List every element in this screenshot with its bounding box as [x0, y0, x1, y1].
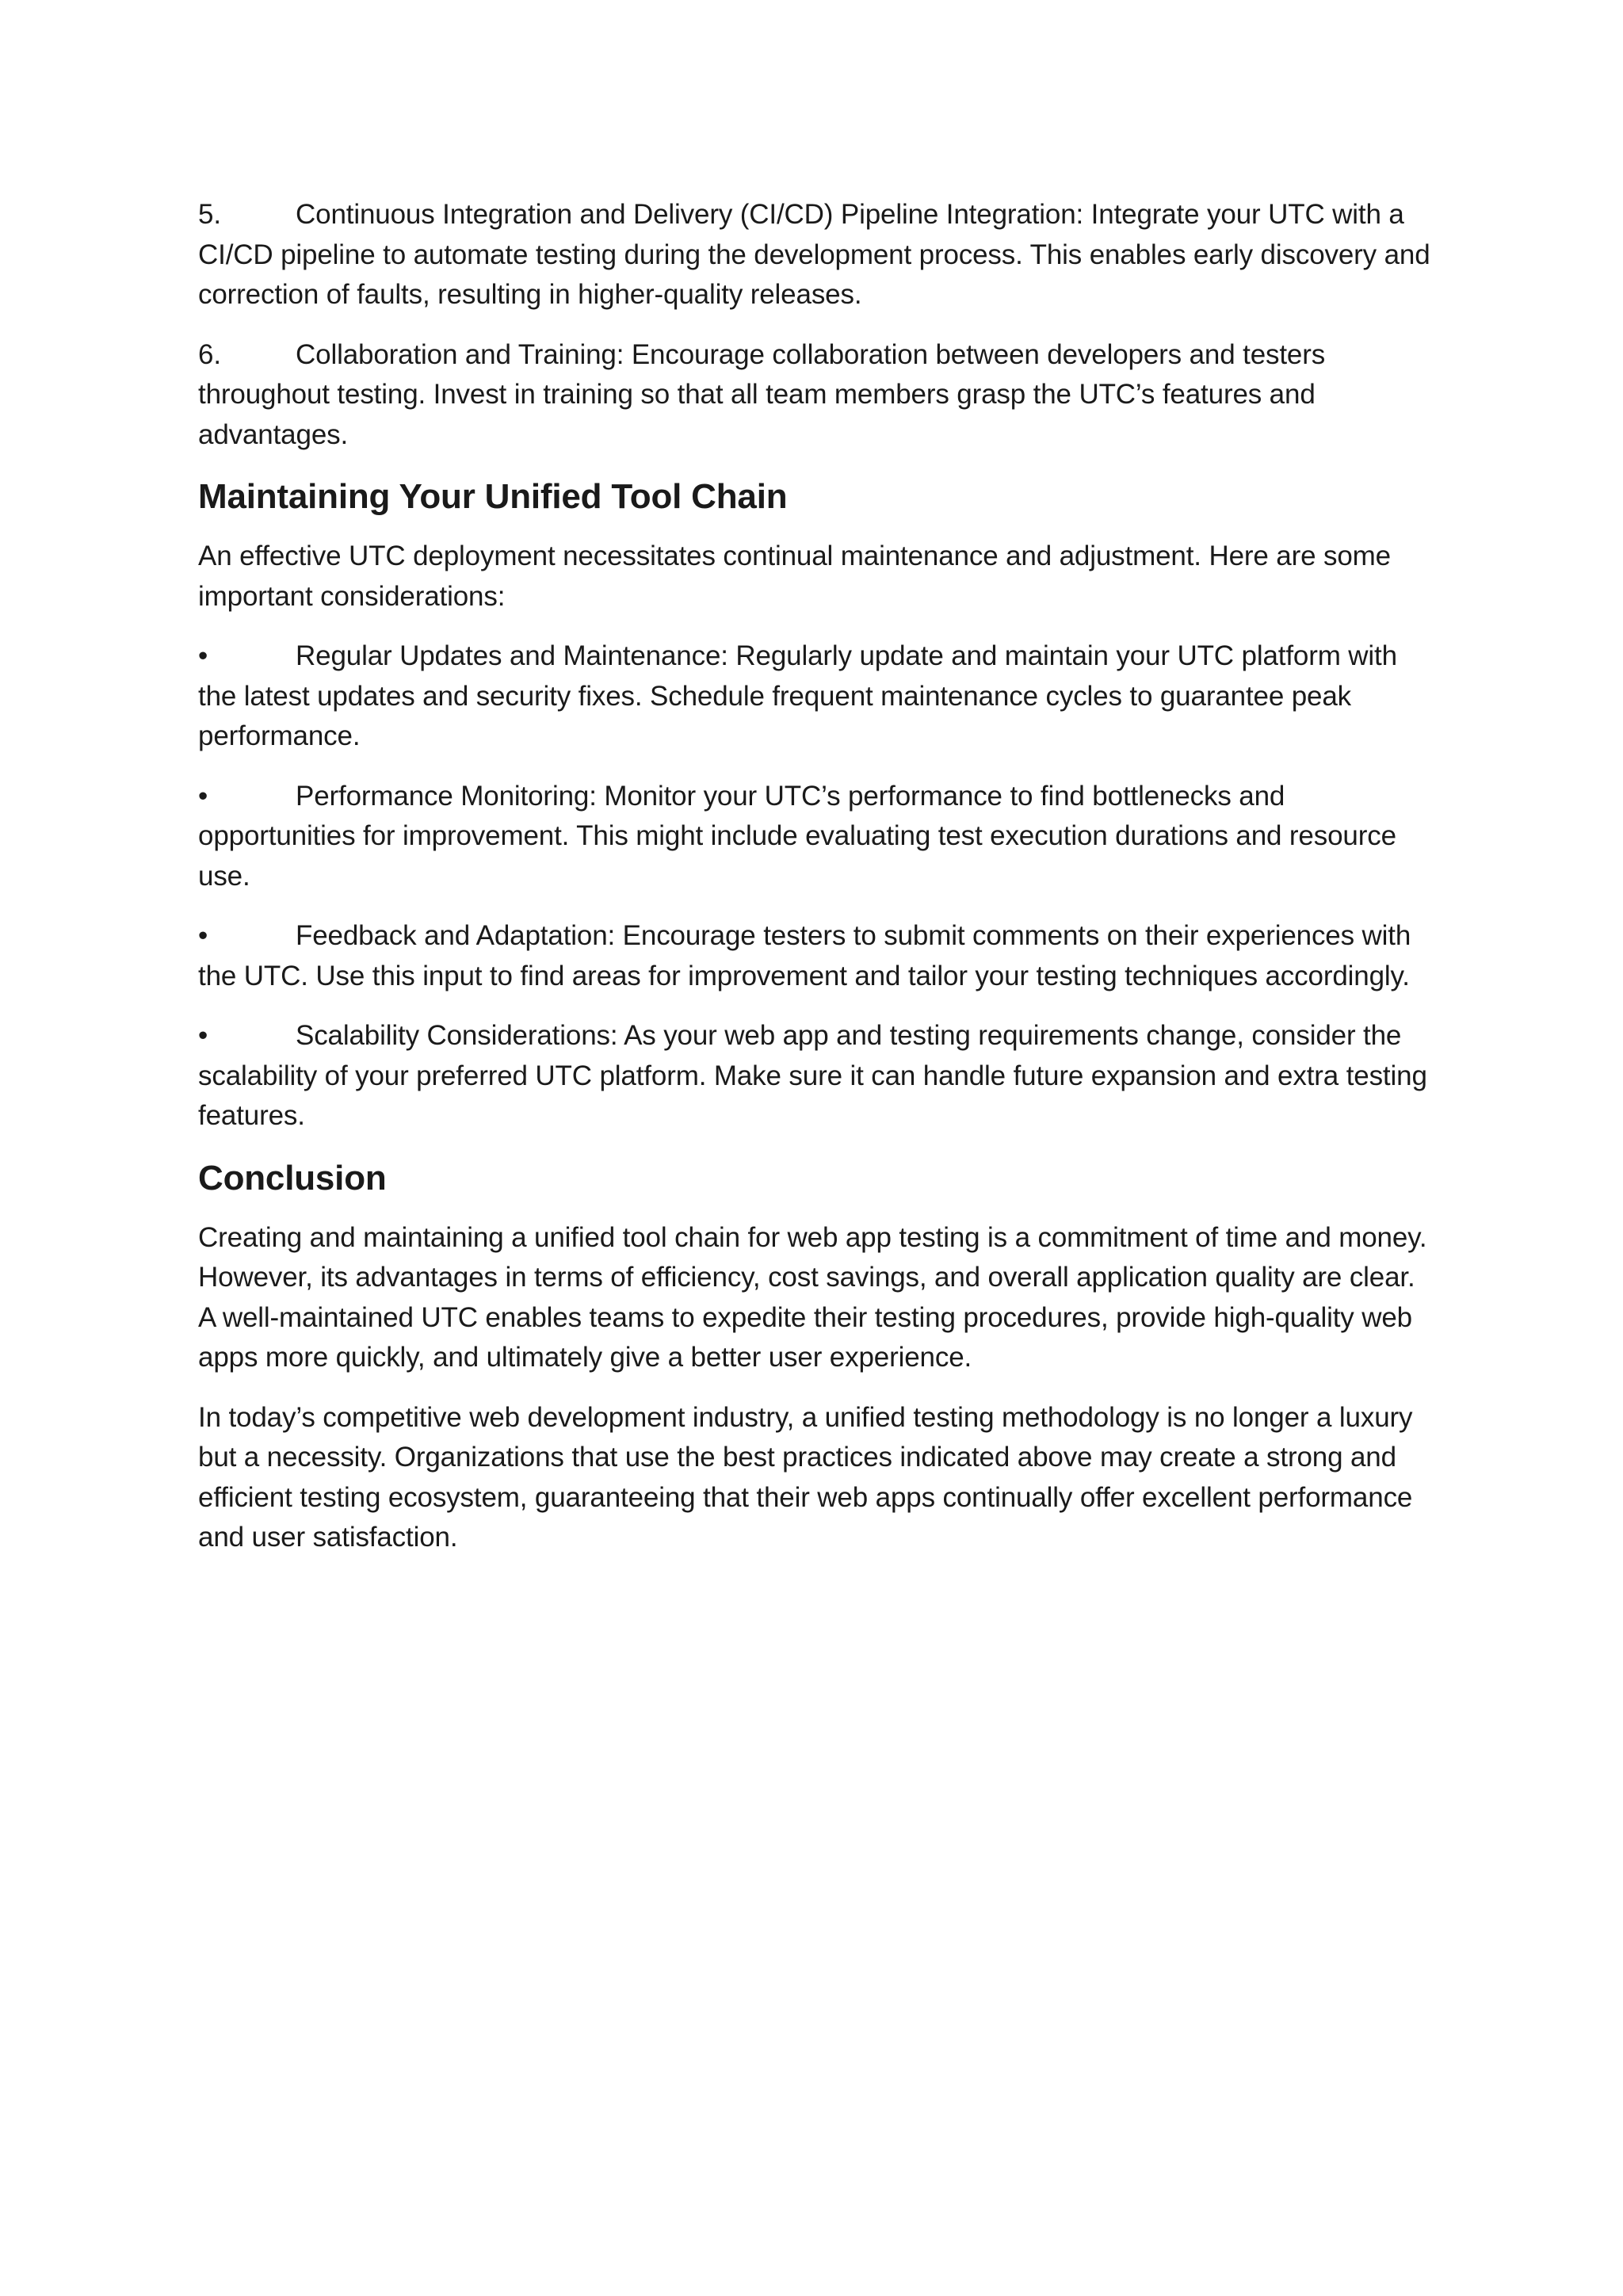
list-item-text: Collaboration and Training: Encourage collaboration between developers and testers throughout testing. Invest in training so that all team members grasp the UTC’s features and advantages.: [198, 338, 1326, 450]
bullet-item-text: Performance Monitoring: Monitor your UTC’s performance to find bottlenecks and opportunities for improvement. This might include evaluating test execution durations and resource use.: [198, 780, 1396, 892]
bullet-item: [198, 1016, 1434, 1137]
bullet-item: [198, 916, 1434, 996]
conclusion-paragraph: In today’s competitive web development industry, a unified testing methodology is no longer a luxury but a necessity. Organizations that use the best practices indicated above may create a strong and efficient testing ecosystem, guaranteeing that their web apps continually offer excellent performance and user satisfaction.: [198, 1401, 1413, 1553]
list-item: [198, 195, 1434, 315]
bullet-item-text: Scalability Considerations: As your web app and testing requirements change, consider the scalability of your preferred UTC platform. Make sure it can handle future expansion and extra testing features.: [198, 1020, 1427, 1131]
list-item-text: Continuous Integration and Delivery (CI/CD) Pipeline Integration: Integrate your UTC with a CI/CD pipeline to automate testing during the development process. This enables early discovery and correction of faults, resulting in higher-quality releases.: [198, 199, 1430, 310]
conclusion-paragraph: Creating and maintaining a unified tool chain for web app testing is a commitment of time and money. However, its advantages in terms of efficiency, cost savings, and overall application quality are clear. A well-maintained UTC enables teams to expedite their testing procedures, provide high-quality web apps more quickly, and ultimately give a better user experience.: [198, 1221, 1427, 1373]
document-page: [198, 195, 1434, 1578]
bullet-item-text: Regular Updates and Maintenance: Regularly update and maintain your UTC platform with the latest updates and security fixes. Schedule frequent maintenance cycles to guarantee peak performance.: [198, 640, 1397, 751]
list-marker: 6.: [198, 338, 221, 370]
bullet-marker: •: [198, 1020, 208, 1051]
list-item: [198, 335, 1434, 456]
list-marker: 5.: [198, 199, 221, 230]
bullet-marker: •: [198, 780, 208, 812]
section-intro-paragraph: An effective UTC deployment necessitates continual maintenance and adjustment. Here are some important considerations:: [198, 541, 1391, 612]
bullet-marker: •: [198, 920, 208, 951]
bullet-marker: •: [198, 640, 208, 671]
bullet-item-text: Feedback and Adaptation: Encourage testers to submit comments on their experiences with the UTC. Use this input to find areas for improvement and tailor your testing techniques accordingly.: [198, 920, 1411, 991]
bullet-item: [198, 636, 1434, 757]
bullet-item: [198, 777, 1434, 897]
section-heading-conclusion: Conclusion: [198, 1158, 387, 1198]
section-heading-maintaining: Maintaining Your Unified Tool Chain: [198, 477, 788, 516]
